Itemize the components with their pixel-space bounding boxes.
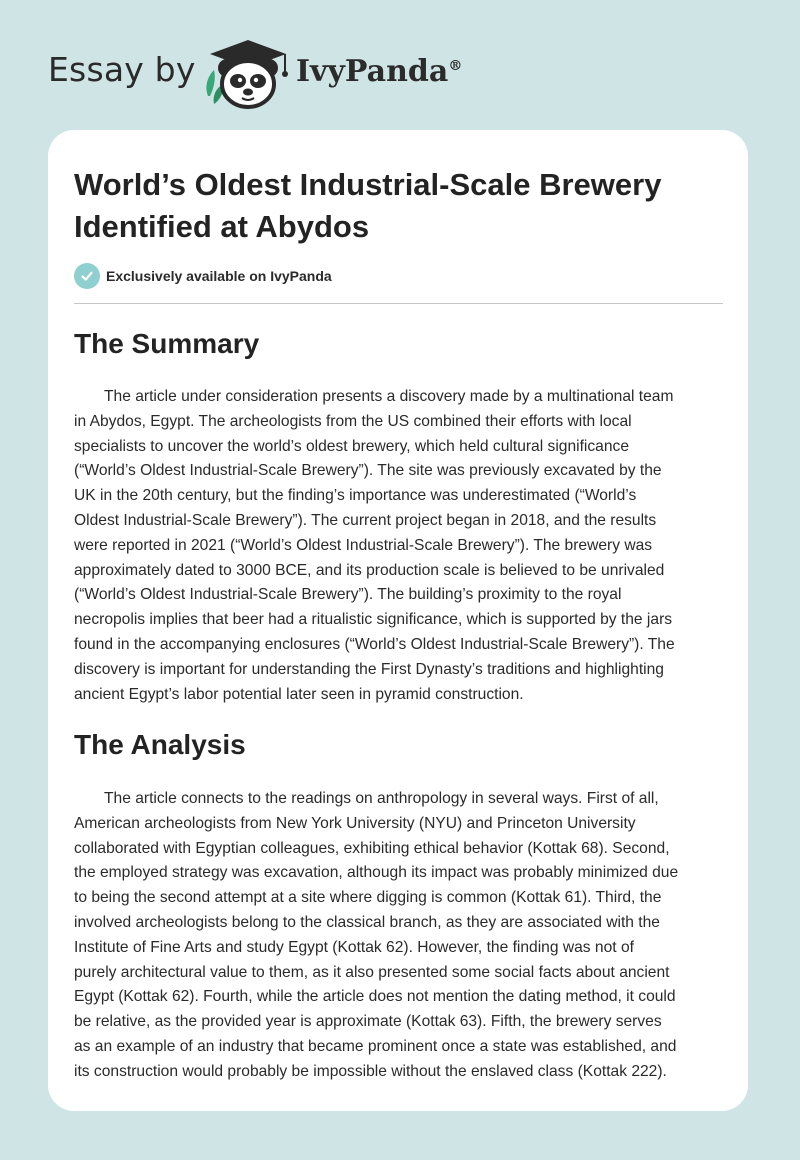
- analysis-paragraph: [74, 787, 724, 1085]
- paragraph-line: found in the accompanying enclosures (“World’s Oldest Industrial-Scale Brewery”). The: [74, 635, 675, 653]
- paragraph-line: Oldest Industrial-Scale Brewery”). The current project began in 2018, and the results: [74, 511, 657, 529]
- paragraph-line: discovery is important for understanding the First Dynasty’s traditions and highlighting: [74, 660, 664, 678]
- paragraph-line: Egypt (Kottak 62). Fourth, while the article does not mention the dating method, it could: [74, 988, 676, 1006]
- section-heading-summary: The Summary: [74, 328, 260, 359]
- paragraph-line: The article under consideration presents a discovery made by a multinational team: [104, 388, 674, 405]
- paragraph-line: approximately dated to 3000 BCE, and its production scale is believed to be unrivaled: [74, 561, 665, 579]
- divider: [74, 303, 723, 304]
- essay-title: [74, 164, 724, 248]
- paragraph-line: the employed strategy was excavation, although its impact was probably minimized due: [74, 864, 679, 882]
- paragraph-line: in Abydos, Egypt. The archeologists from the US combined their efforts with local: [74, 412, 632, 430]
- summary-paragraph: [74, 385, 724, 707]
- paragraph-line: purely architectural value to them, as it also presented some social facts about ancient: [74, 963, 670, 981]
- paragraph-line: collaborated with Egyptian colleagues, exhibiting ethical behavior (Kottak 68). Second,: [74, 839, 670, 857]
- title-line: Identified at Abydos: [74, 209, 370, 244]
- paragraph-line: (“World’s Oldest Industrial-Scale Brewery”). The building’s proximity to the royal: [74, 586, 622, 604]
- paragraph-line: involved archeologists belong to the classical branch, as they are associated with the: [74, 913, 660, 931]
- site-header: [0, 0, 800, 130]
- paragraph-line: necropolis implies that beer had a ritualistic significance, which is supported by the jars: [74, 611, 673, 629]
- brand-name-text: IvyPanda: [296, 54, 449, 89]
- essay-card: [48, 130, 748, 1111]
- essay-by-label: Essay by: [48, 50, 196, 89]
- paragraph-line: American archeologists from New York University (NYU) and Princeton University: [74, 814, 636, 832]
- brand-name[interactable]: [296, 54, 462, 89]
- registered-mark: ®: [448, 58, 463, 74]
- exclusive-badge: [74, 263, 332, 289]
- panda-logo-icon[interactable]: [200, 34, 296, 110]
- check-circle-icon: [74, 263, 100, 289]
- title-line: World’s Oldest Industrial-Scale Brewery: [74, 167, 662, 202]
- paragraph-line: were reported in 2021 (“World’s Oldest Industrial-Scale Brewery”). The brewery was: [74, 536, 653, 554]
- section-heading-analysis: The Analysis: [74, 729, 246, 760]
- paragraph-line: to being the second attempt at a site where digging is common (Kottak 61). Third, the: [74, 889, 662, 907]
- paragraph-line: specialists to uncover the world’s oldest brewery, which held cultural significance: [74, 437, 630, 455]
- paragraph-line: be relative, as the provided year is approximate (Kottak 63). Fifth, the brewery serves: [74, 1013, 662, 1031]
- paragraph-line: its construction would probably be impossible without the enslaved class (Kottak 222).: [74, 1062, 667, 1080]
- paragraph-line: Institute of Fine Arts and study Egypt (Kottak 62). However, the finding was not of: [74, 938, 634, 956]
- paragraph-line: as an example of an industry that became prominent once a state was established, and: [74, 1037, 677, 1055]
- paragraph-line: ancient Egypt’s labor potential later seen in pyramid construction.: [74, 685, 524, 703]
- paragraph-line: The article connects to the readings on anthropology in several ways. First of all,: [104, 790, 659, 807]
- badge-text: Exclusively available on IvyPanda: [106, 268, 332, 284]
- paragraph-line: UK in the 20th century, but the finding’s importance was underestimated (“World’s: [74, 487, 637, 505]
- paragraph-line: (“World’s Oldest Industrial-Scale Brewery”). The site was previously excavated by the: [74, 462, 662, 480]
